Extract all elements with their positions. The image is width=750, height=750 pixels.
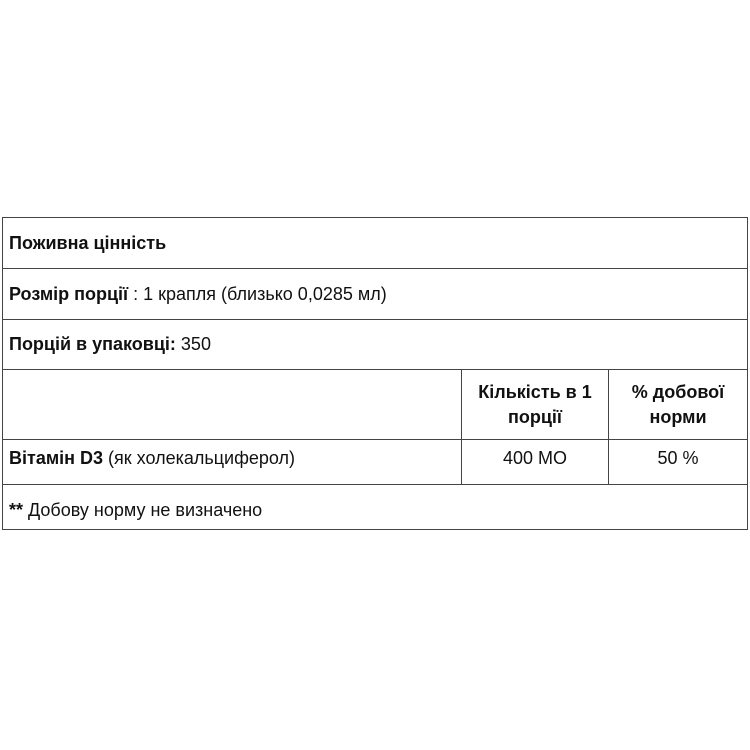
nutrient-note: (як холекальциферол)	[103, 448, 296, 468]
header-amount: Кількість в 1 порції	[462, 370, 609, 440]
nutrient-daily-value: 50 %	[609, 440, 748, 485]
nutrition-facts-table	[2, 217, 748, 530]
table-title: Поживна цінність	[3, 218, 748, 269]
column-header-row	[3, 370, 748, 440]
serving-size-label: Розмір порції	[9, 283, 129, 304]
servings-label: Порцій в упаковці:	[9, 334, 176, 355]
footnote-text: Добову норму не визначено	[23, 499, 263, 520]
footnote-cell	[3, 485, 748, 530]
servings-value: 350	[175, 334, 211, 355]
serving-size-cell	[3, 269, 748, 320]
footnote-row	[3, 485, 748, 530]
table-row	[3, 440, 748, 485]
nutrient-name-cell	[3, 440, 462, 485]
serving-size-row	[3, 269, 748, 320]
servings-cell	[3, 320, 748, 370]
title-row	[3, 218, 748, 269]
servings-per-container-row	[3, 320, 748, 370]
serving-size-value: : 1 крапля (близько 0,0285 мл)	[128, 283, 387, 304]
header-empty-cell	[3, 370, 462, 440]
footnote-mark: **	[9, 499, 24, 520]
header-daily-value: % добової норми	[609, 370, 748, 440]
nutrient-name: Вітамін D3	[9, 448, 104, 468]
nutrient-amount: 400 МО	[462, 440, 609, 485]
